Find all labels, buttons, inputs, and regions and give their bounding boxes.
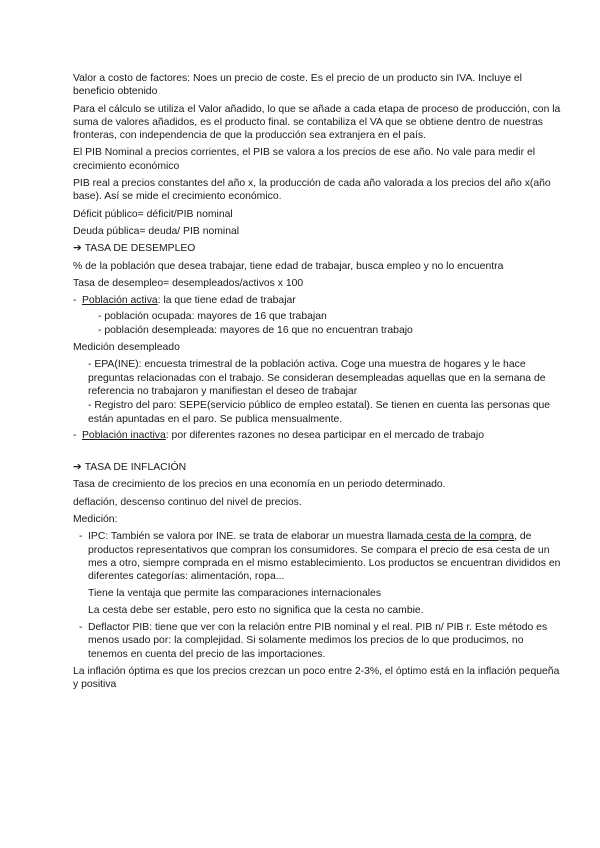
paragraph-medicion: Medición: <box>73 514 118 526</box>
list-item: - población desempleada: mayores de 16 que no encuentran trabajo <box>98 324 413 336</box>
paragraph-deficit: Déficit público= déficit/PIB nominal <box>73 208 233 220</box>
term-poblacion-inactiva: Población inactiva <box>82 429 166 441</box>
paragraph-pib-nominal: El PIB Nominal a precios corrientes, el PIB se valora a los precios de ese año. No vale para medir el crecimiento económico <box>73 147 536 172</box>
deflactor-text: Deflactor PIB: tiene que ver con la relación entre PIB nominal y el real. PIB n/ PIB r. Este método es menos usado por: la complejidad. Si solamente medimos los precios de lo que producimos, no tenemos en cuenta del precio de las importaciones. <box>88 622 548 660</box>
paragraph-valor-costo: Valor a costo de factores: Noes un precio de coste. Es el precio de un producto sin IVA. Incluye el beneficio obtenido <box>73 73 522 98</box>
dash-marker: - <box>79 622 83 634</box>
paragraph-inflacion-definicion: Tasa de crecimiento de los precios en una economía en un periodo determinado. <box>73 479 446 491</box>
list-item: - EPA(INE): encuesta trimestral de la población activa. Coge una muestra de hogares y le hace preguntas relacionadas con el trabajo. Se consideran desempleadas aquellas que en la semana de referencia no trabajaron y manifiestan el deseo de trabajar <box>88 359 546 397</box>
arrow-icon: ➔ <box>73 462 82 474</box>
list-item-ipc <box>79 530 563 583</box>
term-poblacion-activa: Población activa <box>82 295 158 307</box>
paragraph-deuda: Deuda pública= deuda/ PIB nominal <box>73 225 240 237</box>
list-item-poblacion-activa <box>73 294 563 307</box>
paragraph-inflacion-optima: La inflación óptima es que los precios crezcan un poco entre 2-3%, el óptimo está en la inflación pequeña y positiva <box>73 665 560 691</box>
paragraph-ipc-ventaja: Tiene la ventaja que permite las comparaciones internacionales <box>88 587 382 599</box>
section-heading-desempleo <box>73 242 563 255</box>
list-item: - Registro del paro: SEPE(servicio público de empleo estatal). Se tienen en cuenta las personas que están apuntadas en el paro. Se publica mensualmente. <box>88 400 551 425</box>
dash-marker: - <box>79 531 83 543</box>
paragraph-desempleo-formula: Tasa de desempleo= desempleados/activos x 100 <box>73 277 304 289</box>
sublist-poblacion-activa <box>73 310 563 337</box>
document-body <box>73 72 563 696</box>
ipc-rest: , de productos representativos que compran los consumidores. Se compara el precio de esa cesta de un mes a otro, siempre comprada en el mismo establecimiento. Los productos se encuentran divididos en diferentes categorías: alimentación, ropa... <box>88 531 561 583</box>
arrow-icon: ➔ <box>73 243 82 255</box>
paragraph-calculo: Para el cálculo se utiliza el Valor añadido, lo que se añade a cada etapa de proceso de producción, con la suma de valores añadidos, es el producto final. se contabiliza el VA que se obtiene dentro de nuestras fronteras, con independencia de que la producción sea extranjera en el país. <box>73 103 561 142</box>
spacer <box>73 445 563 461</box>
section-heading-inflacion <box>73 461 563 474</box>
dash-marker: - <box>73 295 77 307</box>
list-item-deflactor <box>79 621 563 661</box>
list-item: - población ocupada: mayores de 16 que trabajan <box>98 311 327 323</box>
term-description: : por diferentes razones no desea participar en el mercado de trabajo <box>165 429 485 441</box>
paragraph-deflacion: deflación, descenso continuo del nivel de precios. <box>73 496 302 508</box>
term-cesta-compra: cesta de la compra <box>423 531 515 543</box>
paragraph-desempleo-definicion: % de la población que desea trabajar, tiene edad de trabajar, busca empleo y no lo encuentra <box>73 260 504 272</box>
paragraph-ipc-cesta-estable: La cesta debe ser estable, pero esto no significa que la cesta no cambie. <box>88 604 424 616</box>
paragraph-medicion-desempleado: Medición desempleado <box>73 342 180 354</box>
heading-text: TASA DE DESEMPLEO <box>84 243 196 255</box>
sublist-medicion <box>73 358 563 425</box>
heading-text: TASA DE INFLACIÓN <box>84 462 187 474</box>
dash-marker: - <box>73 429 77 441</box>
list-item-poblacion-inactiva <box>73 429 563 442</box>
ipc-lead: IPC: También se valora por INE. se trata de elaborar un muestra llamada <box>88 531 424 543</box>
paragraph-pib-real: PIB real a precios constantes del año x, la producción de cada año valorada a los precios del año x(año base). Así se mide el crecimiento económico. <box>73 178 551 203</box>
term-description: : la que tiene edad de trabajar <box>157 295 296 307</box>
